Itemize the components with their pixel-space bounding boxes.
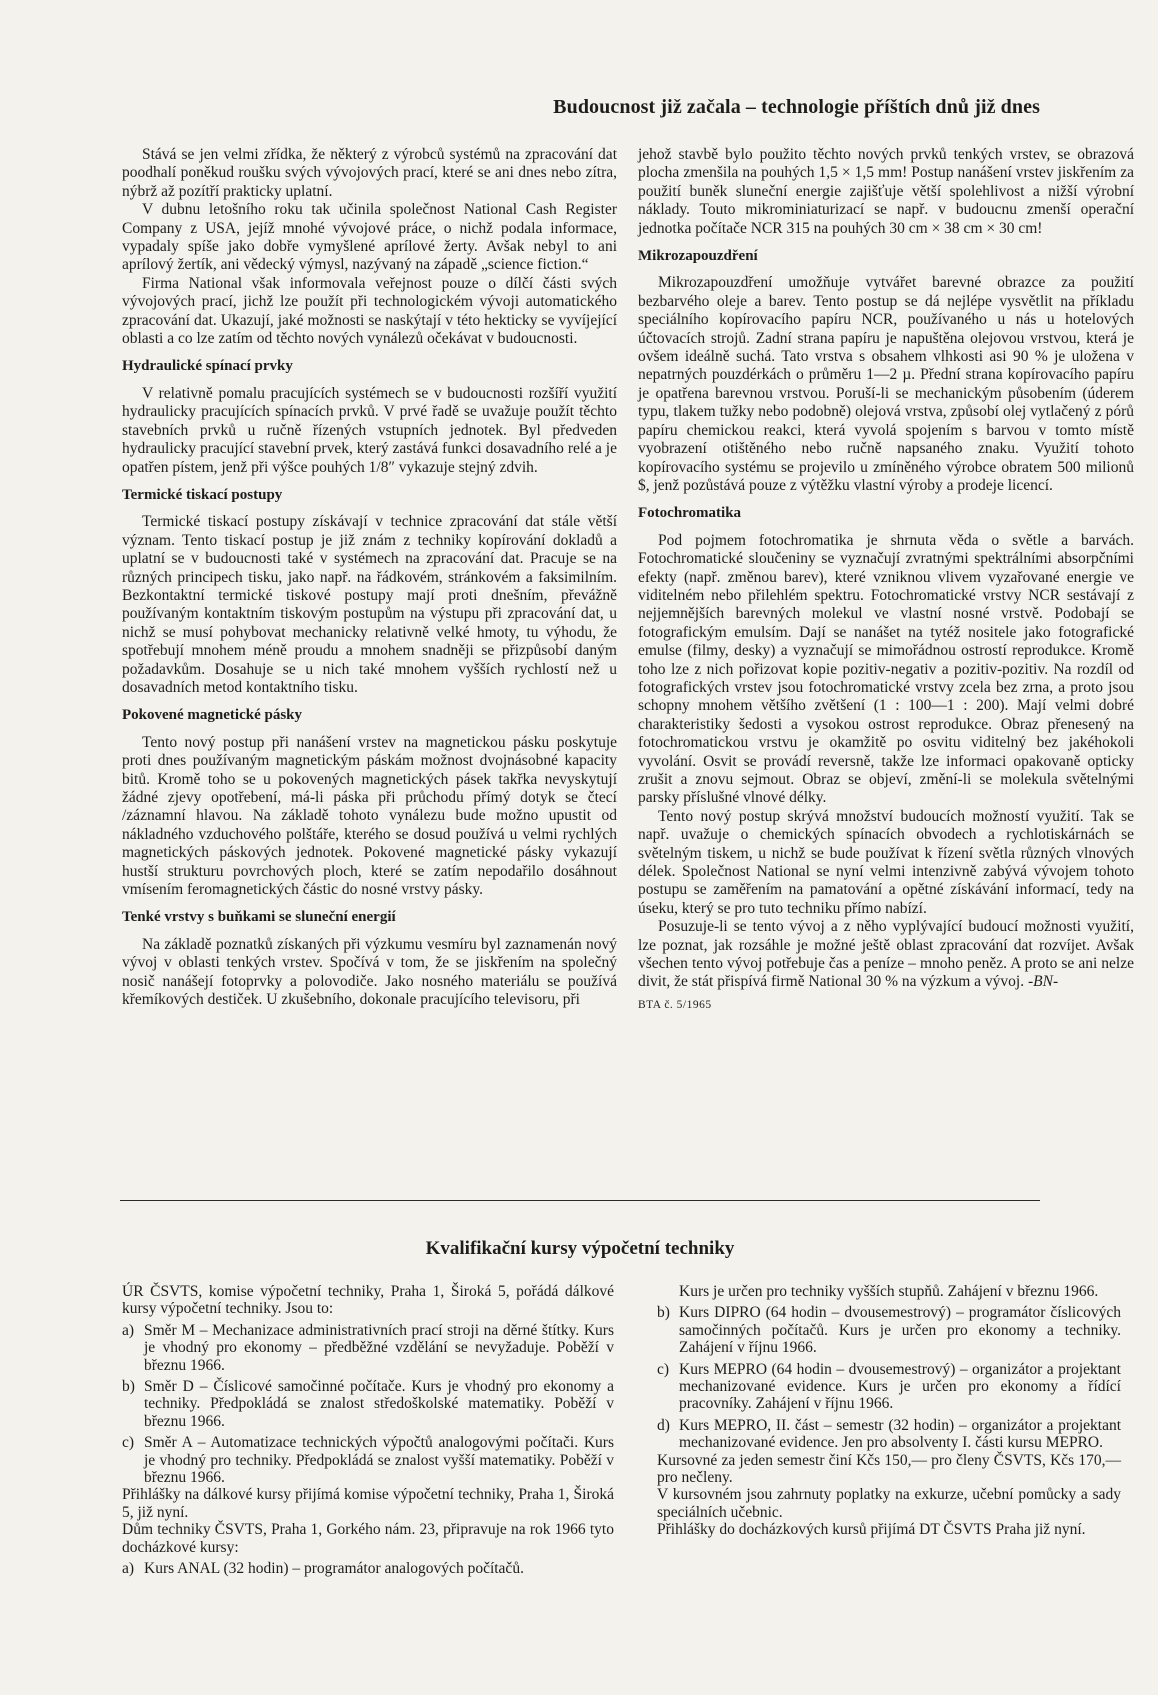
paragraph: V relativně pomalu pracujících systémech se v budoucnosti rozšíří využití hydraulicky pracujících spínacích prvků. V prvé řadě se uvažuje použít těchto stavebních prvků u ručně řízených vstupních jednotek. Byl předveden hydraulicky pracující stavební prvek, který zastává funkci dosavadního relé a je opatřen pístem, jenž při výšce pouhých 1/8″ vykazuje stejný zdvih. [122,384,617,476]
list-item [657,1304,1121,1356]
list-text: Kurs ANAL (32 hodin) – programátor analogových počítačů. [144,1560,524,1578]
paragraph: Dům techniky ČSVTS, Praha 1, Gorkého nám. 23, připravuje na rok 1966 tyto docházkové kursy: [122,1521,614,1556]
list-marker: c) [657,1360,670,1378]
paragraph: Kurs je určen pro techniky vyšších stupňů. Zahájení v březnu 1966. [679,1283,1099,1300]
article-title: Budoucnost již začala – technologie příštích dnů již dnes [553,96,1040,118]
list-text: Směr D – Číslicové samočinné počítače. Kurs je vhodný pro ekonomy a techniky. Předpokládá se znalost středoškolské matematiky. Poběží v březnu 1966. [144,1378,614,1430]
list-text: Kurs MEPRO, II. část – semestr (32 hodin) – organizátor a projektant mechanizované evidence. Jen pro absolventy I. části kursu MEPRO. [679,1416,1121,1452]
list-text: Směr A – Automatizace technických výpočtů analogovými počítači. Kurs je vhodný pro techniky. Předpokládá se znalost vyšší matematiky. Poběží v březnu 1966. [144,1434,614,1487]
section-heading: Pokovené magnetické pásky [122,707,302,724]
paragraph: Kursovné za jeden semestr činí Kčs 150,— pro členy ČSVTS, Kčs 170,— pro nečleny. [657,1451,1121,1487]
list-text: Kurs DIPRO (64 hodin – dvousemestrový) – programátor číslicových samočinných počítačů. Kurs je určen pro ekonomy a techniky. Zahájení v říjnu 1966. [679,1304,1121,1357]
list-marker: a) [122,1560,135,1578]
paragraph: Termické tiskací postupy získávají v technice zpracování dat stále větší význam. Tento tiskací postup je již znám z techniky kopírování dokladů a uplatní se v budoucnosti také v systémech na zpracování dat. Pracuje se na různých principech tisku, jako např. na řádkovém, stránkovém a faksimilním. Bezkontaktní termické tiskové postupy mají proti dnešním, převážně používaným kontaktním tiskovým postupům na výstupu při zpracování dat, u nichž se musí pohybovat mechanicky relativně velké hmoty, tu výhodu, že spotřebují mnohem méně proudu a mnohem snadněji se přizpůsobí daným požadavkům. Dosahuje se u nich také mnohem vyšších rychlostí než u dosavadních metod kontaktního tisku. [122,513,617,696]
list-marker: a) [122,1321,135,1339]
list-text: Kurs MEPRO (64 hodin – dvousemestrový) – organizátor a projektant mechanizované evidence. Kurs je určen pro ekonomy a řídící pracovníky. Zahájení v říjnu 1966. [679,1360,1121,1413]
section-heading: Fotochromatika [638,505,742,522]
list-marker: c) [122,1434,135,1452]
author-signature: -BN- [1028,973,1059,991]
list-item [122,1434,614,1486]
paragraph [638,918,1134,992]
list-marker: d) [657,1416,670,1434]
courses-column-left [122,1283,614,1578]
list-item [122,1322,614,1374]
paragraph: jehož stavbě bylo použito těchto nových prvků tenkých vrstev, se obrazová plocha zmenšila na pouhých 1,5 × 1,5 mm! Postup nanášení vrstev jiskřením za použití buněk sluneční energie zajišťuje větší spolehlivost a nižší výrobní náklady. Touto mikrominiaturizací se např. v budoucnu zmenší operační jednotka počítače NCR 315 na pouhých 30 cm × 38 cm × 30 cm! [638,146,1134,237]
section-heading: Tenké vrstvy s buňkami se sluneční energií [122,909,396,926]
list-item [122,1378,614,1430]
list-item [122,1560,614,1577]
paragraph: Tento nový postup skrývá množství budoucích možností využití. Tak se např. uvažuje o chemických spínacích obvodech a rychlotiskárnách se světelným tiskem, u nichž se bude používat k řízení světla různých vlnových délek. Společnost National se nyní velmi intenzivně zabývá vývojem tohoto postupu se zaměřením na pamatování a opětné získávání informací, tedy na úseku, který se pro tuto techniku přímo nabízí. [638,807,1134,917]
list-marker: b) [657,1304,670,1322]
paragraph: Pod pojmem fotochromatika je shrnuta věda o světle a barvách. Fotochromatické sloučeniny se vyznačují zvratnými spektrálními absorpčními efekty (např. změnou barev), které vzniknou vlivem vyzařované energie ve viditelném nebo přilehlém spektru. Fotochromatické vrstvy NCR sestávají z nejjemnějších barevných molekul ve vlastní nosné vrstvě. Podobají se fotografickým emulsím. Dají se nanášet na tytéž nositele jako fotografické emulse (filmy, desky) a vyznačují se mimořádnou ostrostí reprodukce. Kromě toho lze z nich pořizovat kopie pozitiv-negativ a pozitiv-pozitiv. Na rozdíl od fotografických vrstev jsou fotochromatické vrstvy zcela bez zrna, a proto jsou schopny mnohem většího zvětšení (1 : 100—1 : 200). Mají velmi dobré charakteristiky šedosti a vysokou ostrost reprodukce. Obraz přenesený na fotochromatickou vrstvu je okamžitě po osvitu viditelný bez jakéhokoli vyvolání. Osvit se provádí reversně, takže lze informaci opakovaně opticky zrušit a znovu sejmout. Obraz se objeví, změní-li se molekula světelnými parsky příslušné vlnové délky. [638,531,1134,807]
paragraph: Na základě poznatků získaných při výzkumu vesmíru byl zaznamenán nový vývoj v oblasti tenkých vrstev. Spočívá v tom, že se jiskřením na společný nosič nanášejí fotoprvky a polovodiče. Jako nosného materiálu se používá křemíkových destiček. U zkušebního, dokonale pracujícího televisoru, při [122,935,617,1009]
section-divider [120,1200,1040,1201]
list-item [657,1417,1121,1452]
paragraph: Tento nový postup při nanášení vrstev na magnetickou pásku poskytuje proti dnes používaným magnetickým páskám možnost dvojnásobné kapacity bitů. Kromě toho se u pokovených magnetických pásek takřka nevyskytují žádné zjevy opotřebení, má-li páska při průchodu přímý dotyk se čtecí /záznamní hlavou. Na základě tohoto vynálezu bude možno upustit od nákladného vzduchového polštáře, kterého se dosud používá u velmi rychlých magnetických páskových jednotek. Pokovené magnetické pásky vykazují hustší strukturu povrchových ploch, které se zatím nepodařilo dosáhnout vmísením feromagnetických částic do nosné vrstvy pásky. [122,733,617,899]
list-marker: b) [122,1378,135,1396]
list-item [657,1361,1121,1413]
paragraph: Firma National však informovala veřejnost pouze o dílčí části svých vývojových prací, jichž lze použít při technologickém vývoji automatického zpracování dat. Ukazují, jaké možnosti se naskýtají v této hekticky se vyvíjející oblasti a co lze zatím od těchto nových vynálezů očekávat v budoucnosti. [122,274,617,348]
paragraph: Stává se jen velmi zřídka, že některý z výrobců systémů na zpracování dat poodhalí poněkud roušku svých vývojových prací, které se ani dnes nebo zítra, nýbrž až pozítří prakticky uplatní. [122,146,617,200]
section-heading: Termické tiskací postupy [122,486,283,503]
paragraph: V dubnu letošního roku tak učinila společnost National Cash Register Company z USA, jejíž mnohé vývojové práce, o nichž podala informace, vypadaly spíše jako dobře vymyšlené aprílové žerty. Avšak nebyl to ani aprílový žertík, ani vědecký výmysl, nazývaný na západě „science fiction.“ [122,201,617,274]
paragraph: Přihlášky na dálkové kursy přijímá komise výpočetní techniky, Praha 1, Široká 5, již nyní. [122,1486,614,1521]
courses-column-right [657,1283,1121,1539]
list-text: Směr M – Mechanizace administrativních prací stroji na děrné štítky. Kurs je vhodný pro ekonomy – předběžné vzdělání se nevyžaduje. Poběží v březnu 1966. [144,1321,614,1374]
paragraph: Přihlášky do docházkových kursů přijímá DT ČSVTS Praha již nyní. [657,1521,1086,1539]
article-title: Kvalifikační kursy výpočetní techniky [425,1238,735,1259]
section-heading: Mikrozapouzdření [638,248,758,265]
section-heading: Hydraulické spínací prvky [122,358,293,375]
article-column-right [638,146,1134,1014]
paragraph: Mikrozapouzdření umožňuje vytvářet barevné obrazce za použití bezbarvého oleje a barev. Tento postup se dá nejlépe vysvětlit na příkladu speciálního kopírovacího papíru NCR, používaného u nás u hotelových účtovacích strojů. Zadní strana papíru je napuštěna olejovou vrstvou, která je ovšem ideálně suchá. Tato vrstva s obsahem vlhkosti asi 90 % je uložena v nepatrných pouzdérkách o průměru 1—2 µ. Přední strana kopírovacího papíru je opatřena barevnou vrstvou. Poruší-li se mechanickým působením (úderem typu, tlakem tužky nebo podobně) olejová vrstva, způsobí olej vytlačený z pórů papíru chemickou reakci, která vyvolá spojením s barvou v tomto místě vyobrazení otištěného nebo ručně napsaného znaku. Využití tohoto kopírovacího systému se projevilo u zmíněného výrobce obratem 500 milionů $, jenž pozůstává pouze z výtěžku vlastní výroby a prodeje licencí. [638,274,1134,494]
source-note: BTA č. 5/1965 [638,998,712,1011]
article-column-left [122,146,617,1009]
paragraph-text: Posuzuje-li se tento vývoj a z něho vyplývající budoucí možnosti využití, lze poznat, jak rozsáhle je možné ještě oblast zpracování dat rozvíjet. Avšak všechen tento vývoj potřebuje čas a peníze – mnoho peněz. A proto se ani nelze divit, že stát přispívá firmě National 30 % na výzkum a vývoj. [638,918,1134,991]
paragraph: V kursovném jsou zahrnuty poplatky na exkurze, učební pomůcky a sady speciálních učebnic. [657,1486,1121,1521]
paragraph: ÚR ČSVTS, komise výpočetní techniky, Praha 1, Široká 5, pořádá dálkové kursy výpočetní techniky. Jsou to: [122,1283,614,1318]
